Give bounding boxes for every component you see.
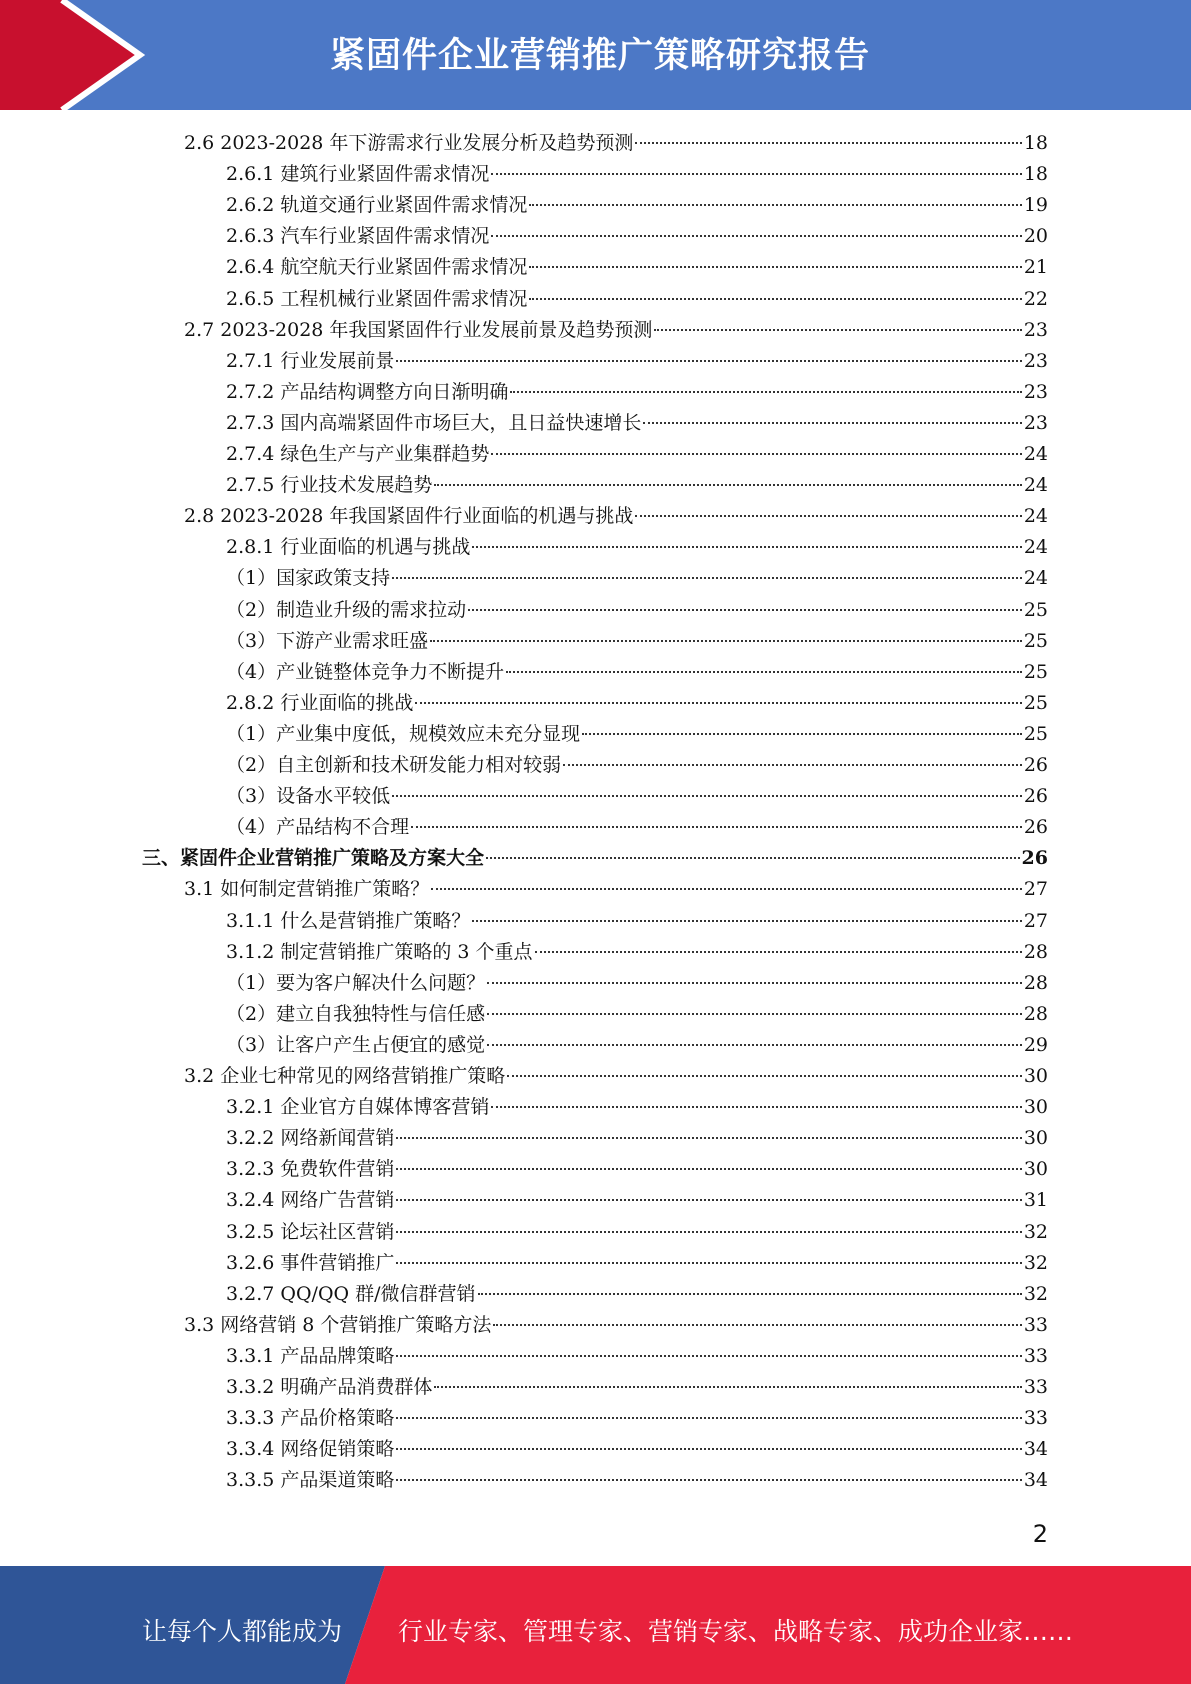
toc-dot-leader (396, 1262, 1021, 1264)
toc-entry-page: 25 (1023, 722, 1048, 745)
toc-entry[interactable] (226, 812, 1048, 842)
toc-entry[interactable] (226, 1154, 1048, 1184)
toc-entry[interactable] (226, 159, 1048, 189)
toc-dot-leader (487, 1044, 1022, 1046)
toc-entry[interactable] (184, 315, 1048, 345)
toc-entry-label: 3.3.4 网络促销策略 (226, 1438, 395, 1461)
toc-dot-leader (506, 671, 1022, 673)
toc-dot-leader (472, 546, 1021, 548)
toc-entry-page: 22 (1023, 287, 1048, 310)
toc-dot-leader (434, 484, 1021, 486)
toc-entry[interactable] (226, 688, 1048, 718)
toc-entry[interactable] (184, 501, 1048, 531)
footer-slogan-left: 让每个人都能成为 (142, 1617, 343, 1646)
toc-dot-leader (529, 204, 1021, 206)
toc-entry-page: 26 (1023, 785, 1048, 808)
toc-entry[interactable] (226, 190, 1048, 220)
toc-entry-page: 33 (1023, 1376, 1048, 1398)
toc-entry[interactable] (226, 1217, 1048, 1247)
toc-entry-page: 27 (1023, 909, 1048, 932)
toc-dot-leader (392, 795, 1022, 797)
toc-entry-page: 33 (1023, 1313, 1048, 1336)
toc-dot-leader (396, 1355, 1021, 1357)
toc-dot-leader (491, 1106, 1021, 1108)
toc-dot-leader (635, 142, 1021, 144)
toc-dot-leader (507, 1075, 1022, 1077)
toc-entry-label: 2.7.1 行业发展前景 (226, 349, 395, 372)
toc-entry-page: 28 (1023, 1002, 1048, 1025)
toc-entry-page: 32 (1023, 1282, 1048, 1305)
toc-dot-leader (396, 1479, 1021, 1481)
toc-entry-page: 23 (1023, 380, 1048, 403)
toc-entry-label: 2.7.5 行业技术发展趋势 (226, 474, 433, 497)
toc-entry[interactable] (226, 719, 1048, 749)
toc-entry[interactable] (226, 252, 1048, 282)
toc-entry-label: 3.2.5 论坛社区营销 (226, 1220, 395, 1243)
toc-dot-leader (510, 391, 1021, 393)
toc-entry-label: 3.2.2 网络新闻营销 (226, 1127, 395, 1150)
toc-entry-page: 33 (1023, 1407, 1048, 1430)
toc-entry-label: 3.2 企业七种常见的网络营销推广策略 (184, 1065, 506, 1087)
toc-dot-leader (529, 266, 1021, 268)
toc-entry-page: 18 (1023, 163, 1048, 186)
toc-entry[interactable] (184, 874, 1048, 904)
toc-entry[interactable] (226, 377, 1048, 407)
toc-entry-label: 3.2.3 免费软件营销 (226, 1158, 395, 1181)
toc-dot-leader (430, 640, 1022, 642)
toc-entry-label: 3.3.1 产品品牌策略 (226, 1344, 395, 1367)
toc-entry-page: 23 (1023, 411, 1048, 434)
toc-dot-leader (396, 360, 1021, 362)
toc-dot-leader (396, 1199, 1021, 1201)
toc-entry-page: 30 (1023, 1127, 1048, 1150)
toc-entry[interactable] (226, 1185, 1048, 1215)
toc-entry-label: 3.3 网络营销 8 个营销推广策略方法 (184, 1313, 492, 1336)
toc-entry-page: 29 (1023, 1033, 1048, 1056)
toc-entry-label: （1）产业集中度低，规模效应未充分显现 (226, 722, 581, 745)
toc-entry-label: 3.1.1 什么是营销推广策略？ (226, 909, 471, 932)
page-header (0, 0, 1191, 110)
toc-entry-label: 3.2.6 事件营销推广 (226, 1251, 395, 1274)
toc-entry[interactable] (226, 1092, 1048, 1122)
toc-entry-page: 24 (1023, 505, 1048, 528)
toc-entry[interactable] (184, 128, 1048, 158)
page-footer (0, 1566, 1191, 1684)
page-number: 2 (1032, 1520, 1048, 1548)
toc-entry-label: （3）设备水平较低 (226, 785, 391, 808)
toc-dot-leader (491, 173, 1021, 175)
toc-entry[interactable] (184, 1310, 1048, 1340)
toc-entry[interactable] (226, 1372, 1048, 1402)
toc-entry-label: 2.6.3 汽车行业紧固件需求情况 (226, 225, 490, 248)
toc-dot-leader (411, 826, 1022, 828)
toc-entry[interactable] (226, 1465, 1048, 1495)
toc-dot-leader (396, 1168, 1021, 1170)
toc-entry[interactable] (226, 937, 1048, 967)
toc-entry[interactable] (184, 1061, 1048, 1091)
toc-entry[interactable] (226, 750, 1048, 780)
toc-dot-leader (491, 453, 1021, 455)
toc-entry-label: （3）下游产业需求旺盛 (226, 629, 429, 652)
toc-entry-page: 25 (1023, 691, 1048, 714)
toc-dot-leader (635, 515, 1021, 517)
toc-entry-label: （4）产业链整体竞争力不断提升 (226, 660, 505, 683)
toc-entry[interactable] (226, 1123, 1048, 1153)
toc-entry-page: 33 (1023, 1344, 1048, 1367)
toc-entry[interactable] (226, 1030, 1048, 1060)
toc-entry-page: 27 (1023, 878, 1048, 901)
toc-entry[interactable] (226, 284, 1048, 314)
toc-entry-page: 28 (1023, 971, 1048, 994)
toc-dot-leader (563, 764, 1022, 766)
toc-entry-page: 18 (1023, 132, 1048, 154)
footer-slogan-right: 行业专家、管理专家、营销专家、战略专家、成功企业家…… (398, 1617, 1074, 1646)
toc-entry-page: 26 (1023, 816, 1048, 839)
toc-entry-page: 30 (1023, 1096, 1048, 1119)
toc-entry[interactable] (226, 563, 1048, 593)
toc-entry-label: 2.6.5 工程机械行业紧固件需求情况 (226, 287, 528, 310)
toc-entry-page: 26 (1023, 754, 1048, 776)
toc-entry[interactable] (226, 439, 1048, 469)
toc-entry-label: 3.3.2 明确产品消费群体 (226, 1376, 433, 1398)
toc-entry[interactable] (226, 1434, 1048, 1464)
toc-dot-leader (468, 609, 1022, 611)
toc-dot-leader (396, 1448, 1021, 1450)
toc-entry-label: （2）制造业升级的需求拉动 (226, 598, 467, 621)
toc-dot-leader (392, 577, 1022, 579)
toc-entry-page: 19 (1023, 194, 1048, 217)
toc-dot-leader (486, 857, 1020, 859)
toc-entry-page: 24 (1023, 536, 1048, 559)
toc-entry[interactable] (226, 626, 1048, 656)
toc-entry[interactable] (226, 346, 1048, 376)
toc-dot-leader (478, 1293, 1022, 1295)
toc-entry-page: 20 (1023, 225, 1048, 248)
toc-entry-page: 23 (1023, 318, 1048, 341)
toc-entry-label: （2）自主创新和技术研发能力相对较弱 (226, 754, 562, 776)
toc-dot-leader (396, 1417, 1021, 1419)
toc-dot-leader (643, 422, 1021, 424)
toc-entry[interactable] (226, 221, 1048, 251)
toc-entry-label: 2.6.1 建筑行业紧固件需求情况 (226, 163, 490, 186)
toc-entry-page: 24 (1023, 567, 1048, 590)
toc-entry-label: 2.7.3 国内高端紧固件市场巨大，且日益快速增长 (226, 411, 642, 434)
toc-entry[interactable] (226, 470, 1048, 500)
toc-dot-leader (415, 702, 1021, 704)
toc-entry[interactable] (226, 1403, 1048, 1433)
toc-dot-leader (431, 888, 1022, 890)
toc-entry-page: 31 (1023, 1189, 1048, 1212)
toc-entry-page: 32 (1023, 1251, 1048, 1274)
toc-entry-page: 24 (1023, 474, 1048, 497)
toc-entry-page: 34 (1023, 1469, 1048, 1492)
toc-entry-label: 3.2.1 企业官方自媒体博客营销 (226, 1096, 490, 1119)
toc-entry-page: 21 (1023, 256, 1048, 279)
toc-entry-label: （4）产品结构不合理 (226, 816, 410, 839)
toc-entry-page: 25 (1023, 660, 1048, 683)
toc-entry-label: 2.8.2 行业面临的挑战 (226, 691, 414, 714)
toc-entry-page: 28 (1023, 940, 1048, 963)
toc-dot-leader (434, 1386, 1021, 1388)
toc-entry-label: 2.8 2023-2028 年我国紧固件行业面临的机遇与挑战 (184, 505, 634, 528)
toc-entry-label: 3.1 如何制定营销推广策略？ (184, 878, 430, 901)
toc-entry-label: 3.3.3 产品价格策略 (226, 1407, 395, 1430)
toc-dot-leader (396, 1231, 1021, 1233)
toc-entry-page: 24 (1023, 443, 1048, 465)
toc-entry-label: 三、紧固件企业营销推广策略及方案大全 (142, 847, 485, 870)
toc-entry-label: 2.8.1 行业面临的机遇与挑战 (226, 536, 471, 559)
toc-dot-leader (535, 951, 1022, 953)
toc-entry-label: 3.1.2 制定营销推广策略的 3 个重点 (226, 940, 533, 963)
toc-dot-leader (472, 920, 1021, 922)
toc-dot-leader (396, 1137, 1021, 1139)
toc-dot-leader (487, 1013, 1022, 1015)
toc-entry[interactable] (226, 657, 1048, 687)
toc-entry-label: （3）让客户产生占便宜的感觉 (226, 1033, 486, 1056)
toc-entry-page: 25 (1023, 629, 1048, 652)
toc-entry-label: 2.7.4 绿色生产与产业集群趋势 (226, 443, 490, 465)
toc-entry-page: 30 (1023, 1065, 1048, 1087)
toc-entry-label: 2.6 2023-2028 年下游需求行业发展分析及趋势预测 (184, 132, 634, 154)
toc-entry-label: 2.7 2023-2028 年我国紧固件行业发展前景及趋势预测 (184, 318, 653, 341)
toc-entry-label: 2.6.4 航空航天行业紧固件需求情况 (226, 256, 528, 279)
toc-entry-label: 3.2.7 QQ/QQ 群/微信群营销 (226, 1282, 476, 1305)
toc-entry-label: （2）建立自我独特性与信任感 (226, 1002, 486, 1025)
toc-entry-page: 30 (1023, 1158, 1048, 1181)
toc-entry[interactable] (226, 532, 1048, 562)
toc-entry-label: （1）要为客户解决什么问题？ (226, 971, 486, 994)
toc-entry-label: 3.3.5 产品渠道策略 (226, 1469, 395, 1492)
toc-dot-leader (487, 982, 1022, 984)
toc-dot-leader (582, 733, 1022, 735)
toc-entry[interactable] (142, 843, 1048, 873)
toc-entry[interactable] (226, 781, 1048, 811)
toc-entry[interactable] (226, 595, 1048, 625)
toc-entry[interactable] (226, 906, 1048, 936)
toc-entry-label: 2.6.2 轨道交通行业紧固件需求情况 (226, 194, 528, 217)
toc-entry-page: 32 (1023, 1220, 1048, 1243)
toc-entry-label: 2.7.2 产品结构调整方向日渐明确 (226, 380, 509, 403)
toc-entry-label: 3.2.4 网络广告营销 (226, 1189, 395, 1212)
toc-entry[interactable] (226, 1248, 1048, 1278)
toc-dot-leader (654, 329, 1021, 331)
toc-entry-page: 25 (1023, 598, 1048, 621)
toc-entry[interactable] (226, 408, 1048, 438)
toc-entry-label: （1）国家政策支持 (226, 567, 391, 590)
toc-entry[interactable] (226, 999, 1048, 1029)
toc-dot-leader (493, 1324, 1021, 1326)
toc-dot-leader (529, 298, 1021, 300)
toc-entry[interactable] (226, 1341, 1048, 1371)
toc-entry-page: 26 (1021, 847, 1048, 870)
toc-dot-leader (491, 235, 1021, 237)
toc-entry[interactable] (226, 968, 1048, 998)
toc-entry-page: 23 (1023, 349, 1048, 372)
toc-entry[interactable] (226, 1279, 1048, 1309)
toc-entry-page: 34 (1023, 1438, 1048, 1461)
report-title: 紧固件企业营销推广策略研究报告 (329, 36, 870, 76)
